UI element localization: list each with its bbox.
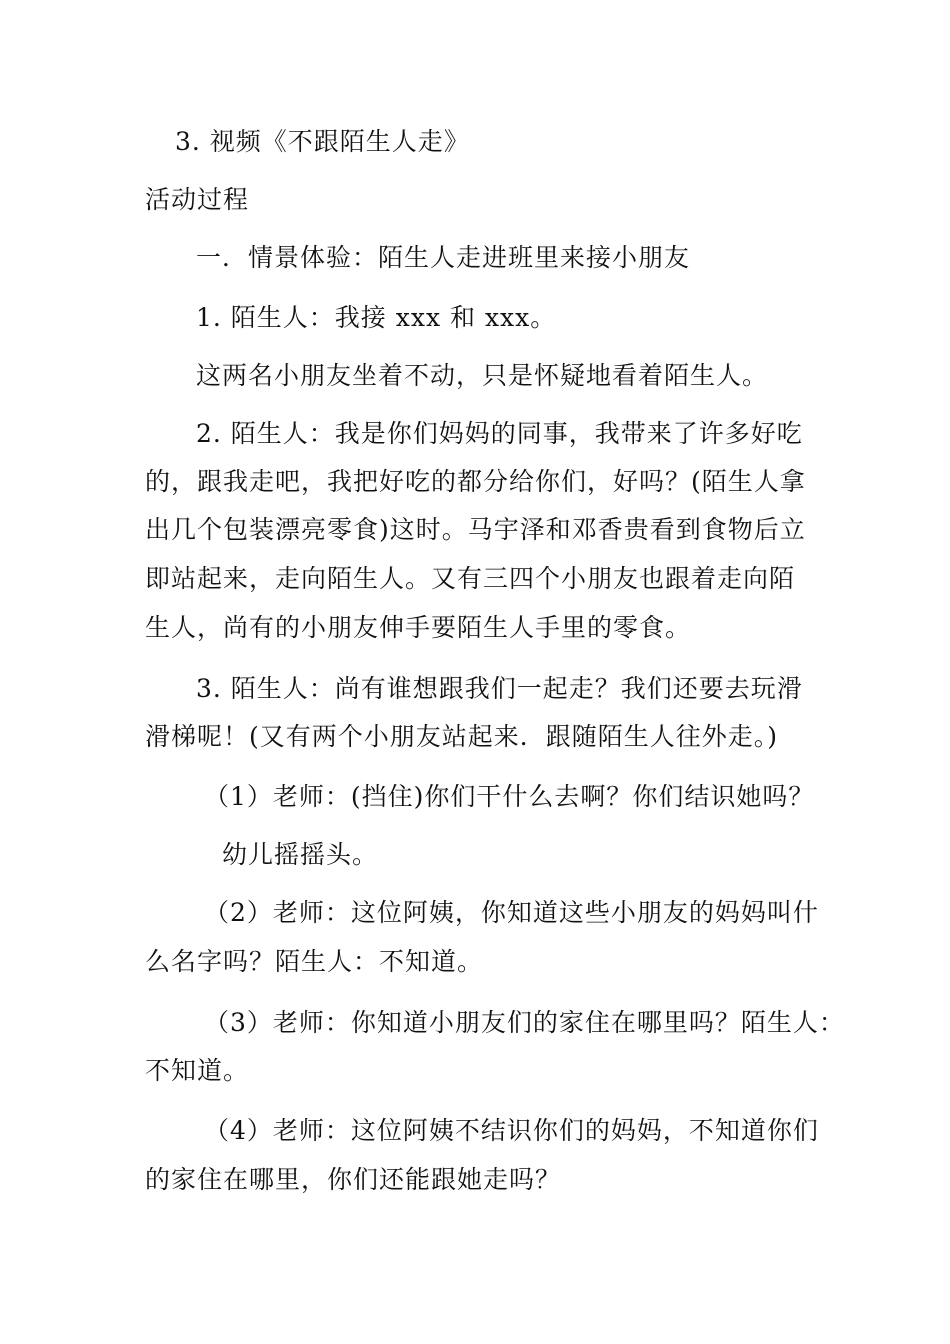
paragraph-line: 即站起来，走向陌生人。又有三四个小朋友也跟着走向陌 <box>145 564 796 593</box>
dialogue-line: （2）老师：这位阿姨，你知道这些小朋友的妈妈叫什 <box>204 898 819 927</box>
video-item-line: 3. 视频《不跟陌生人走》 <box>175 127 470 156</box>
paragraph-line: 出几个包装漂亮零食)这时。马宇泽和邓香贵看到食物后立 <box>145 515 806 544</box>
paragraph-line: 生人，尚有的小朋友伸手要陌生人手里的零食。 <box>145 613 692 642</box>
paragraph-line: 1. 陌生人：我接 xxx 和 xxx。 <box>196 303 557 332</box>
dialogue-line: 么名字吗？陌生人：不知道。 <box>145 947 484 976</box>
section-heading-activity-process: 活动过程 <box>145 185 250 214</box>
subheading-scenario-experience: 一．情景体验：陌生人走进班里来接小朋友 <box>196 243 691 272</box>
paragraph-line: 的，跟我走吧，我把好吃的都分给你们，好吗？(陌生人拿 <box>145 467 806 496</box>
paragraph-line: 滑梯呢！(又有两个小朋友站起来．跟随陌生人往外走。) <box>145 722 779 751</box>
dialogue-line: 的家住在哪里，你们还能跟她走吗？ <box>145 1165 562 1194</box>
dialogue-line: （1）老师：(挡住)你们干什么去啊？你们结识她吗？ <box>204 782 815 811</box>
dialogue-line: （4）老师：这位阿姨不结识你们的妈妈，不知道你们 <box>204 1116 819 1145</box>
paragraph-line: 这两名小朋友坐着不动，只是怀疑地看着陌生人。 <box>196 361 769 390</box>
paragraph-line: 2. 陌生人：我是你们妈妈的同事，我带来了许多好吃 <box>196 419 803 448</box>
paragraph-line: 3. 陌生人：尚有谁想跟我们一起走？我们还要去玩滑 <box>196 674 803 703</box>
dialogue-line: （3）老师：你知道小朋友们的家住在哪里吗？陌生人： <box>204 1008 845 1037</box>
dialogue-line: 不知道。 <box>145 1056 250 1085</box>
dialogue-line: 幼儿摇摇头。 <box>222 840 379 869</box>
